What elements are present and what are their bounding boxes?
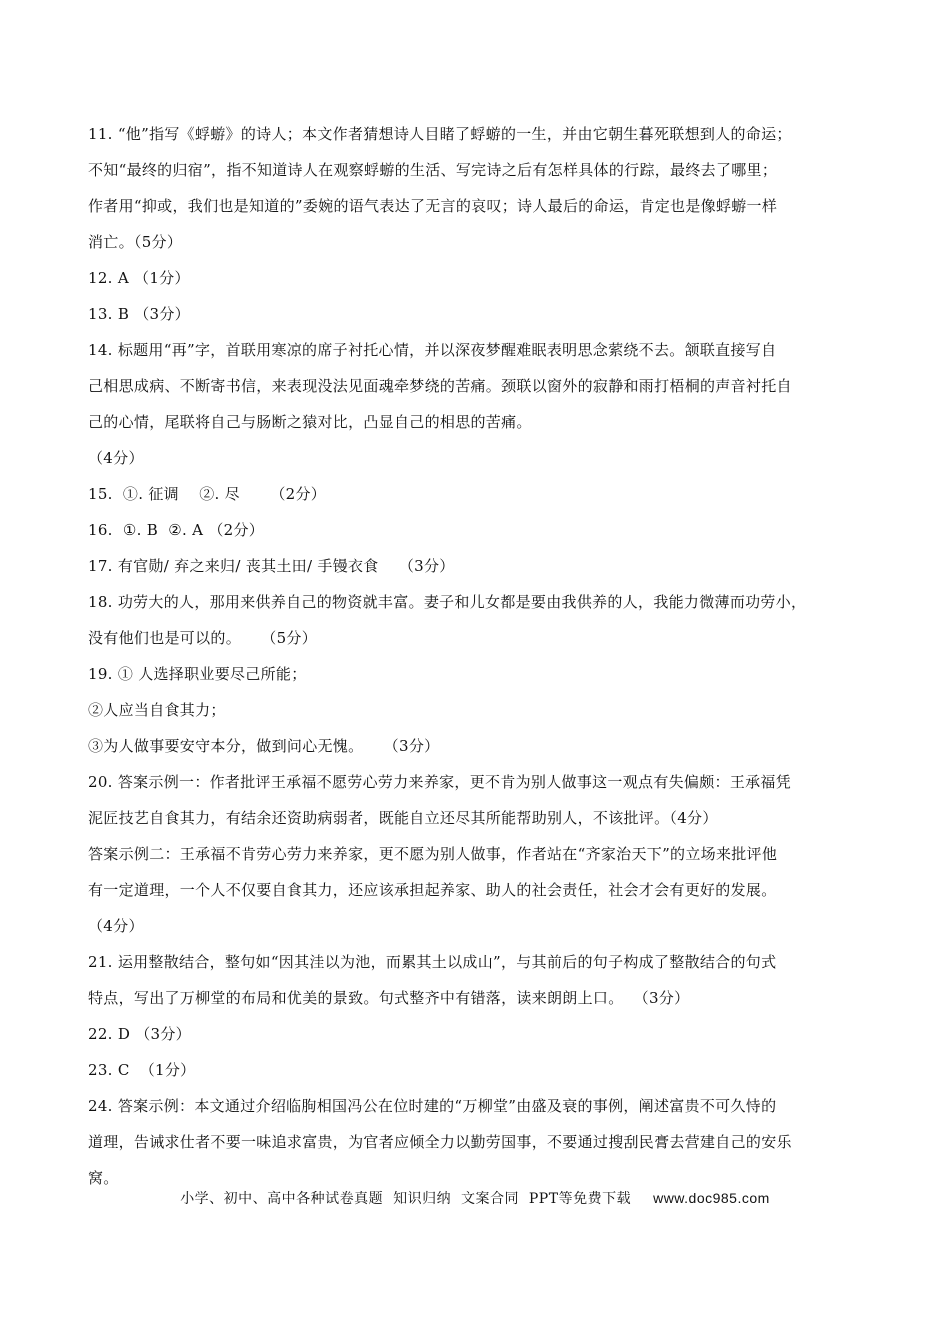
answer-19-line-3: ③为人做事要安守本分，做到问心无愧。 （3分） <box>88 737 440 755</box>
answer-20-score: （4分） <box>88 917 144 935</box>
answer-24-line-1: 24. 答案示例：本文通过介绍临朐相国冯公在位时建的“万柳堂”由盛及衰的事例，阐述富贵不可久恃的 <box>88 1097 777 1115</box>
answer-20-line-4: 有一定道理，一个人不仅要自食其力，还应该承担起养家、助人的社会责任，社会才会有更好的发展。 <box>88 881 777 899</box>
answer-18-line-2: 没有他们也是可以的。 （5分） <box>88 629 318 647</box>
answer-15: 15. ①. 征调 ②. 尽 （2分） <box>88 485 327 503</box>
answer-21-line-1: 21. 运用整散结合，整句如“因其洼以为池，而累其土以成山”，与其前后的句子构成了整散结合的句式 <box>88 953 777 971</box>
answer-content <box>88 116 868 1196</box>
answer-20-line-3: 答案示例二：王承福不肯劳心劳力来养家，更不愿为别人做事，作者站在“齐家治天下”的立场来批评他 <box>88 845 778 863</box>
answer-22: 22. D （3分） <box>88 1025 191 1043</box>
answer-14-line-2: 己相思成病、不断寄书信，来表现没法见面魂牵梦绕的苦痛。颈联以窗外的寂静和雨打梧桐的声音衬托自 <box>88 377 792 395</box>
answer-16: 16. ①. B ②. A （2分） <box>88 521 265 539</box>
answer-24-line-2: 道理，告诫求仕者不要一味追求富贵，为官者应倾全力以勤劳国事，不要通过搜刮民膏去营建自己的安乐 <box>88 1133 792 1151</box>
answer-23: 23. C （1分） <box>88 1061 196 1079</box>
answer-14-line-1: 14. 标题用“再”字，首联用寒凉的席子衬托心情，并以深夜梦醒难眠表明思念萦绕不去。颔联直接写自 <box>88 341 777 359</box>
answer-13: 13. B （3分） <box>88 305 190 323</box>
answer-12: 12. A （1分） <box>88 269 190 287</box>
answer-20-line-2: 泥匠技艺自食其力，有结余还资助病弱者，既能自立还尽其所能帮助别人，不该批评。（4分） <box>88 809 718 827</box>
answer-18-line-1: 18. 功劳大的人，那用来供养自己的物资就丰富。妻子和儿女都是要由我供养的人，我能力微薄而功劳小， <box>88 593 807 611</box>
answer-19-line-1: 19. ① 人选择职业要尽己所能； <box>88 665 307 683</box>
answer-14-line-3: 己的心情，尾联将自己与肠断之猿对比，凸显自己的相思的苦痛。 <box>88 413 532 431</box>
answer-11-line-3: 作者用“抑或，我们也是知道的”委婉的语气表达了无言的哀叹；诗人最后的命运，肯定也是像蜉蝣一样 <box>88 197 778 215</box>
page-footer <box>0 1188 950 1208</box>
footer-url-link[interactable]: www.doc985.com <box>653 1190 770 1206</box>
answer-11-line-4: 消亡。（5分） <box>88 233 183 251</box>
footer-text: 小学、初中、高中各种试卷真题 知识归纳 文案合同 PPT等免费下载 <box>180 1191 632 1207</box>
answer-14-score: （4分） <box>88 449 144 467</box>
answer-19-line-2: ②人应当自食其力； <box>88 701 226 719</box>
answer-24-line-3: 窝。 <box>88 1169 119 1187</box>
answer-20-line-1: 20. 答案示例一：作者批评王承福不愿劳心劳力来养家，更不肯为别人做事这一观点有失偏颇：王承福凭 <box>88 773 792 791</box>
answer-11-line-1: 11. “他”指写《蜉蝣》的诗人；本文作者猜想诗人目睹了蜉蝣的一生，并由它朝生暮死联想到人的命运； <box>88 125 792 143</box>
answer-17: 17. 有官勋/ 弃之来归/ 丧其土田/ 手镘衣食 （3分） <box>88 557 455 575</box>
answer-21-line-2: 特点，写出了万柳堂的布局和优美的景致。句式整齐中有错落，读来朗朗上口。 （3分） <box>88 989 690 1007</box>
answer-11-line-2: 不知“最终的归宿”，指不知道诗人在观察蜉蝣的生活、写完诗之后有怎样具体的行踪，最终去了哪里； <box>88 161 778 179</box>
